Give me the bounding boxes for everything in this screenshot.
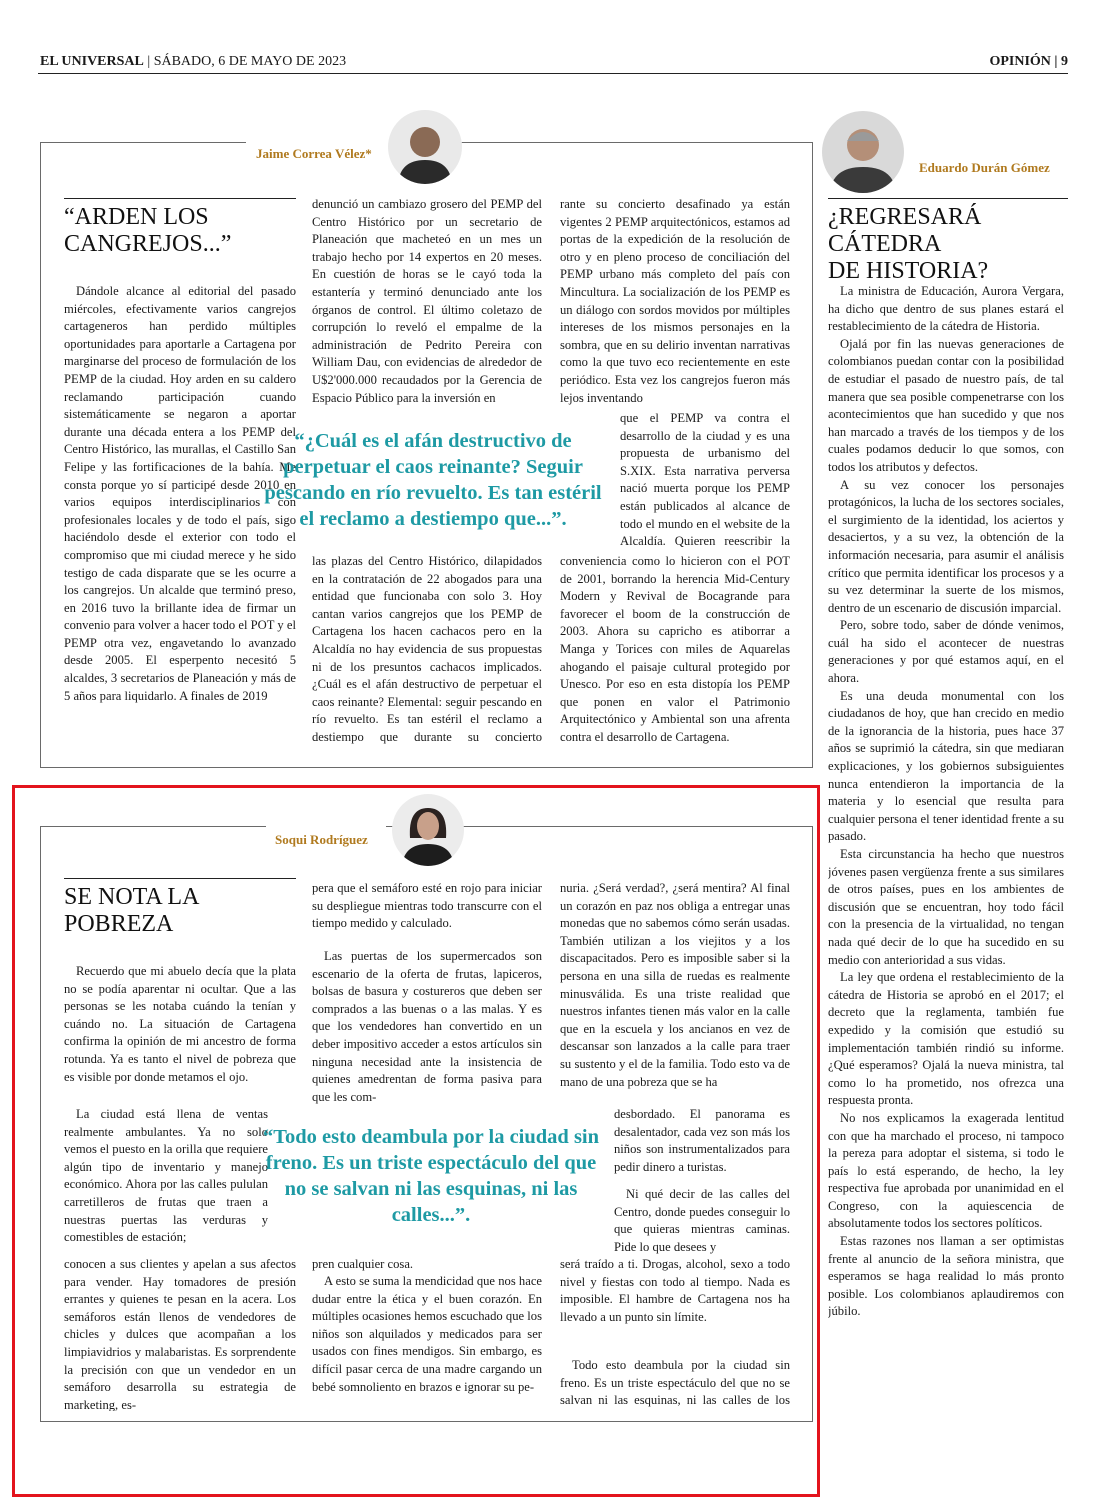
article1-col1: Dándole alcance al editorial del pasado miércoles, efectivamente varios cangrejos cartageneros han perdido múltiples oportunidades para aportarle a Cartagena por marginarse del proceso de formulación de los PEMP de la ciudad. Hoy arden en su caldero reclamando participación cuando sistemáticamente se negaron a aportar durante una década entera a los PEMP del Centro Histórico, las murallas, el Castillo San Felipe y las fortificaciones de la bahía. Me consta porque yo sí participé desde 2010 en varios equipos interdisciplinarios con profesionales locales y de todo el país, sigo haciéndolo desde el exterior con todo el compromiso que mi ciudad merece y he sido testigo de cada disparate que se les ocurre a los cangrejos. Un alcalde que terminó preso, en 2016 tuvo la brillante idea de firmar un convenio para volver a hacer todo el POT y el PEMP otra vez, engavetando lo avanzado desde 2005. El esperpento necesitó 5 alcaldes, 3 secretarios de Planeación y más de 5 años para liquidarlo. A finales de 2019: [64, 284, 296, 703]
article3-col2-bottom: A esto se suma la mendicidad que nos hace dudar entre la ética y el buen corazón. En múltiples ocasiones hemos escuchado que los niños son alquilados y medicados para ser usados con fines mendigos. Sin embargo, es difícil pasar cerca de una madre cargando un bebé somnoliento en brazos e ignorar su pe-: [312, 1274, 542, 1394]
article1-col3-mid: que el PEMP va contra el desarrollo de la ciudad y es una propuesta de urbanismo del S.XIX. Esta narrativa perversa nació muerta porque los PEMP están publicados al alcance de todo el mundo en el website de la Alcaldía. Quieren reescribir la: [620, 411, 790, 549]
header-rule: [38, 73, 1068, 74]
article3-col3-mid: desbordado. El panorama es desalentador, cada vez son más los niños son instrumentalizados para pedir dinero a turistas.: [614, 1107, 790, 1174]
pullquote-arden: “¿Cuál es el afán destructivo de perpetuar el caos reinante? Seguir pescando en río revuelto. Es tan estéril el reclamo a destiempo que...”.: [264, 430, 602, 530]
article3-col3-bottom: Todo esto deambula por la ciudad sin freno. Es un triste espectáculo del que no se salvan ni las esquinas, ni las calles de los: [560, 1358, 790, 1408]
section-name: OPINIÓN: [989, 54, 1051, 69]
pullquote-pobreza: “Todo esto deambula por la ciudad sin freno. Es un triste espectáculo del que no se salvan ni las esquinas, ni las calles...”.: [262, 1126, 600, 1226]
author-byline-soqui: Soqui Rodríguez: [275, 832, 368, 847]
masthead-right: OPINIÓN | 9: [989, 54, 1068, 69]
masthead-left: EL UNIVERSAL | SÁBADO, 6 DE MAYO DE 2023: [40, 54, 347, 69]
article3-col1-top: Recuerdo que mi abuelo decía que la plata no se podía aparentar ni ocultar. Que a las personas se les notaba cuándo la tenían y cuándo no. La situación de Cartagena confirma la opinión de mi ancestro de forma rotunda. Ya es tanto el nivel de pobreza que es visible por donde metamos el ojo.: [64, 964, 296, 1084]
headline-arden: “ARDEN LOS CANGREJOS...”: [64, 204, 232, 257]
article3-col3-top: nuria. ¿Será verdad?, ¿será mentira? Al final un corazón en paz nos obliga a entregar unas monedas que no sabemos cómo serán usadas. También utilizan a los viejitos y a los discapacitados. Pero es imposible saber si la persona en una silla de ruedas es realmente minusválida. Es una triste realidad que nuestros infantes tienen más valor en la calle que en la escuela y los ancianos en vez de descansar son lanzados a la calle para traer su sustento y el de la familia. Todo esto va de mano de una pobreza que se ha: [560, 881, 790, 1089]
article2-body: La ministra de Educación, Aurora Vergara, ha dicho que dentro de sus planes estará el restablecimiento de la cátedra de Historia. Ojalá por fin las nuevas generaciones de colombianos puedan contar con la posibilidad de estudiar el pasado de nuestro país, de tal manera que sea posible compenetrarse con los acontecimientos que han sucedido y que nos han marcado a través de los tiempos y de los cuales podamos deducir lo que somos, con todos los atributos y defectos. A su vez conocer los personajes protagónicos, la lucha de los sectores sociales, el surgimiento de la identidad, los aciertos y desaciertos, y a su vez, la obtención de la información necesaria, para asumir el análisis crítico que permita identificar los procesos y a su vez determinar la suerte de los mismos, dentro de un escenario de discusión imparcial. Pero, sobre todo, saber de dónde venimos, cuál ha sido el acontecer de nuestras generaciones y por qué estamos aquí, en el ahora. Es una deuda monumental con los ciudadanos de hoy, que han crecido en medio de la ignorancia de la historia, pues hace 37 años se suprimió la cátedra, sin que mediaran explicaciones, y los gobiernos subsiguientes nunca entendieron la importancia de la materia y lo esencial que resulta para cualquier persona el tener identidad frente a su pasado. Esta circunstancia ha hecho que nuestros jóvenes pasen vergüenza frente a sus similares de otros países, pues en los ambientes de discusión que se encuentran, hoy todo fácil con la presencia de la virtualidad, no tengan nada qué decir de lo que ha sucedido en su medio con anterioridad a sus vidas. La ley que ordena el restablecimiento de la cátedra de Historia se aprobó en el 2017; el decreto que la reglamenta, también fue expedido y la comisión que estudió su implementación también rindió su informe. ¿Qué esperamos? Ojalá la nueva ministra, tal como lo ha prometido, nos ofrezca una respuesta pronta. No nos explicamos la exagerada lentitud con que ha marchado el proceso, ni tampoco la pereza para adoptar el sistema, si todo le país lo está esperando, de hecho, la ley respectiva fue aprobada por unanimidad en el Congreso, con la aquiescencia de absolutamente todos los sectores políticos. Estas razones nos llaman a ser optimistas frente al anuncio de la señora ministra, que esperamos se haga realidad lo más pronto posible. Los colombianos aplaudiremos con júbilo.: [828, 284, 1064, 1319]
headline-pobreza: SE NOTA LA POBREZA: [64, 884, 200, 937]
author-photo-soqui: [392, 794, 464, 866]
headline-rule: [64, 198, 296, 199]
article1-col2-bottom: las plazas del Centro Histórico, dilapidados en la contratación de 22 abogados para una entidad que funcionaba con solo 3. Hoy cantan varios cangrejos que los PEMP de Cartagena los hacen cachacos pero en la Alcaldía no hay evidencia de sus propuestas ni de los presuntos cachacos implicados. ¿Cuál es el afán destructivo de perpetuar el caos reinante? Elemental: seguir pescando en río revuelto. Es tan estéril el reclamo a destiempo que durante su concierto: [312, 554, 542, 744]
article3-col2-mid: Las puertas de los supermercados son escenario de la oferta de frutas, lapiceros, bolsas de basura y costureros que deben ser comprados a las buenas o a las malas. Y es que los vendedores han convertido en un deber impositivo acceder a estos artículos sin ninguna necesidad ante la insistencia de quienes amedrentan de forma pasiva para que les com-: [312, 949, 542, 1104]
headline-rule-duran: [828, 198, 1068, 199]
article3-col3-low: será traído a ti. Drogas, alcohol, sexo a todo nivel y fiestas con todo al tiempo. Nada es imposible. El hambre de Cartagena nos ha llevado a un punto sin límite.: [560, 1257, 790, 1324]
article3-col3-mid2: Ni qué decir de las calles del Centro, donde puedes conseguir lo que quieras mientras caminas. Pide lo que desees y: [614, 1187, 790, 1254]
article3-col2-top: pera que el semáforo esté en rojo para iniciar su despliegue mientras todo transcurre con el tiempo medido y calculado.: [312, 881, 542, 931]
headline-rule-pobreza: [64, 878, 296, 879]
issue-date: SÁBADO, 6 DE MAYO DE 2023: [153, 54, 347, 69]
article1-col3-top: rante su concierto desafinado ya están vigentes 2 PEMP arquitectónicos, estamos ad portas de la expedición de la resolución de otro y en pleno proceso de conciliación del PEMP urbano más completo del país con Mincultura. La socialización de los PEMP es un diálogo con sordos movidos por múltiples intereses de los mismos personajes en la sombra, que en su delirio inventan narrativas como la que tuvo eco recientemente en este periódico. Esta vez los cangrejos fueron más lejos inventando: [560, 197, 790, 405]
page-number: 9: [1061, 54, 1068, 69]
paper-name: EL UNIVERSAL: [40, 54, 144, 69]
article1-col2-top: denunció un cambiazo grosero del PEMP del Centro Histórico por un secretario de Planeación que macheteó en un mes un trabajo hecho por 14 expertos en 20 meses. En cuestión de horas se le cayó toda la estantería y terminó denunciado ante los órganos de control. El último coletazo de corrupción lo reveló el empalme de la administración de Pedrito Pereira con William Dau, con evidencias de alrededor de U$2'000.000 recaudados por la Gerencia de Espacio Público para la inversión en: [312, 197, 542, 405]
article1-col3-bottom: conveniencia como lo hicieron con el POT de 2001, borrando la herencia Mid-Century Modern y Revival de Bocagrande para favorecer el boom de la construcción de 2003. Ahora su capricho es atiborrar a Manga y Torices con miles de Aquarelas ahogando el paisaje cultural protegido por Unesco. Por eso en esta distopía los PEMP que ponen en valor el Patrimonio Arquitectónico y Ambiental son una afrenta contra el desarrollo de Cartagena.: [560, 554, 790, 744]
article3-col2-low: pren cualquier cosa.: [312, 1257, 414, 1271]
article3-col1-bottom: conocen a sus clientes y apelan a sus afectos para vender. Hay tomadores de presión errantes y quienes te pesan en la acera. Los semáforos están llenos de vendedores de chicles y dulces que acompañan a los limpiavidrios y malabaristas. Es sorprendente la precisión con que un vendedor en un semáforo desarrolla su estrategia de marketing, es-: [64, 1257, 296, 1411]
headline-catedra: ¿REGRESARÁ CÁTEDRA DE HISTORIA?: [828, 204, 989, 284]
author-byline: Jaime Correa Vélez*: [256, 146, 372, 161]
author-photo: [388, 110, 462, 184]
article3-col1-mid: La ciudad está llena de ventas realmente ambulantes. Ya no solo vemos el puesto en la orilla que requiere algún tipo de inventario y manejo económico. Ahora por las calles pululan carretilleros de frutas que traen a nuestras puertas las verduras y comestibles de estación;: [64, 1107, 268, 1245]
author-photo-duran: [822, 111, 904, 193]
author-byline-duran: Eduardo Durán Gómez: [919, 160, 1050, 175]
